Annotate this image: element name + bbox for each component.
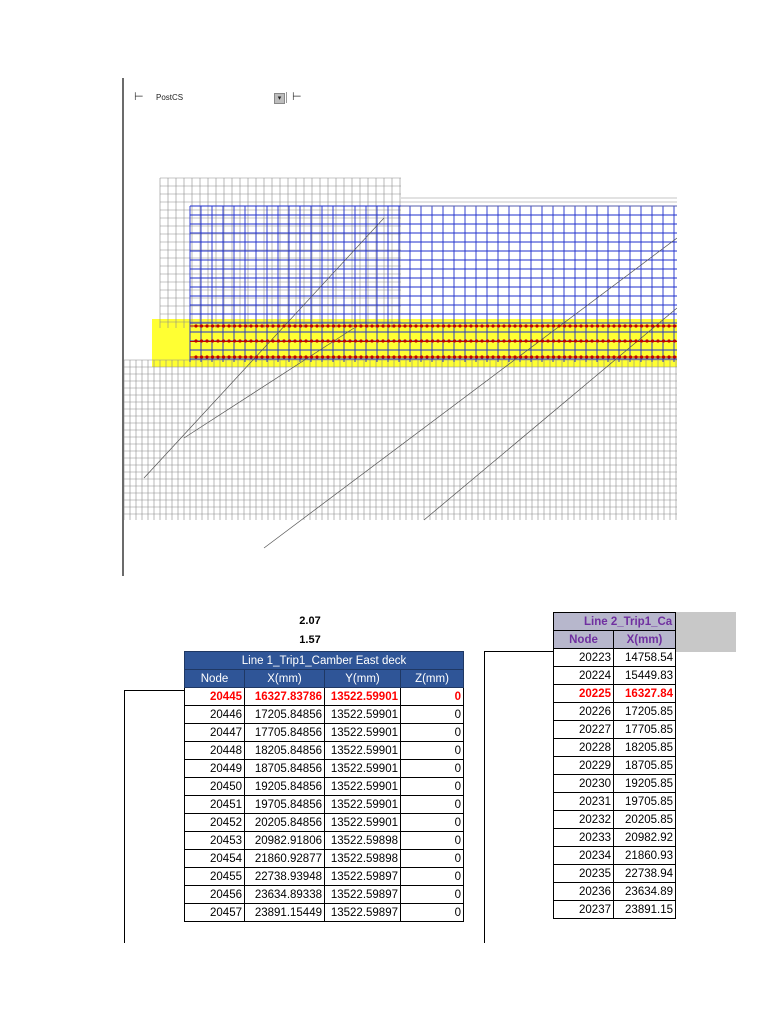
table-row (554, 829, 676, 847)
table-cell: 0 (401, 868, 464, 886)
table-cell: 20457 (185, 904, 245, 922)
mesh-grid-upper (160, 178, 400, 328)
viewer-toolbar (134, 90, 314, 106)
table-cell: 20205.85 (614, 811, 676, 829)
mesh-viewer[interactable] (122, 78, 677, 576)
column-header: Z(mm) (401, 670, 464, 688)
table-cell: 19705.85 (614, 793, 676, 811)
column-header: Y(mm) (325, 670, 401, 688)
table-cell: 13522.59901 (325, 814, 401, 832)
table-cell: 21860.92877 (245, 850, 325, 868)
table-cell: 23634.89 (614, 883, 676, 901)
table-row (185, 868, 464, 886)
table-row (554, 793, 676, 811)
table-row (185, 778, 464, 796)
table-cell: 16327.84 (614, 685, 676, 703)
table-cell: 18705.85 (614, 757, 676, 775)
table-cell: 17205.85 (614, 703, 676, 721)
table-cell: 20450 (185, 778, 245, 796)
table-cell: 20228 (554, 739, 614, 757)
table-cell: 20232 (554, 811, 614, 829)
table-cell: 20454 (185, 850, 245, 868)
table-cell: 20234 (554, 847, 614, 865)
table1-title: Line 1_Trip1_Camber East deck (185, 652, 464, 670)
mesh-grid-upper-h (160, 178, 401, 322)
table-cell: 17705.85 (614, 721, 676, 739)
table-row (185, 760, 464, 778)
table-cell: 0 (401, 832, 464, 850)
table-cell: 13522.59897 (325, 904, 401, 922)
toolbar-label: PostCS (156, 93, 184, 102)
table-row (185, 814, 464, 832)
column-header: X(mm) (614, 631, 676, 649)
table-cell: 23634.89338 (245, 886, 325, 904)
table-cell: 20233 (554, 829, 614, 847)
column-header: Node (185, 670, 245, 688)
table-cell: 0 (401, 796, 464, 814)
table-cell: 20449 (185, 760, 245, 778)
table-cell: 19705.84856 (245, 796, 325, 814)
table-cell: 17705.84856 (245, 724, 325, 742)
table-row (185, 742, 464, 760)
table-row (554, 775, 676, 793)
table-cell: 20453 (185, 832, 245, 850)
table-cell: 0 (401, 850, 464, 868)
table-cell: 18205.85 (614, 739, 676, 757)
table-cell: 13522.59901 (325, 724, 401, 742)
table-cell: 0 (401, 778, 464, 796)
table-cell: 20227 (554, 721, 614, 739)
table-cell: 18205.84856 (245, 742, 325, 760)
table-cell: 13522.59901 (325, 742, 401, 760)
table-cell: 22738.94 (614, 865, 676, 883)
table-cell: 20237 (554, 901, 614, 919)
table-cell: 21860.93 (614, 847, 676, 865)
table-row (554, 757, 676, 775)
table-row (554, 811, 676, 829)
table-cell: 20230 (554, 775, 614, 793)
table-cell: 13522.59901 (325, 688, 401, 706)
line2-table (553, 612, 676, 919)
dropdown-arrow-icon[interactable]: ▾ (274, 93, 285, 104)
table-row (554, 649, 676, 667)
table-cell: 14758.54 (614, 649, 676, 667)
table-row (185, 832, 464, 850)
table-row (554, 847, 676, 865)
table-row (185, 706, 464, 724)
table-row (554, 739, 676, 757)
table-cell: 16327.83786 (245, 688, 325, 706)
table-cell: 0 (401, 760, 464, 778)
table-cell: 20445 (185, 688, 245, 706)
connector-line-left (124, 690, 185, 943)
column-header: X(mm) (245, 670, 325, 688)
table-row (185, 724, 464, 742)
table-row (554, 667, 676, 685)
table-cell: 20456 (185, 886, 245, 904)
table-cell: 17205.84856 (245, 706, 325, 724)
table-cell: 20231 (554, 793, 614, 811)
table-cell: 20235 (554, 865, 614, 883)
table-cell: 20982.92 (614, 829, 676, 847)
table-cell: 20225 (554, 685, 614, 703)
line1-table (184, 651, 464, 922)
mesh-grid-lower (124, 360, 676, 520)
table-row (185, 688, 464, 706)
grey-header-fill (676, 612, 736, 652)
table-cell: 0 (401, 724, 464, 742)
table-cell: 20447 (185, 724, 245, 742)
table-cell: 19205.84856 (245, 778, 325, 796)
table-row (554, 685, 676, 703)
table-row (185, 886, 464, 904)
summary-value-bottom: 1.57 (299, 634, 321, 646)
table-cell: 13522.59898 (325, 850, 401, 868)
table-cell: 20236 (554, 883, 614, 901)
table-cell: 20229 (554, 757, 614, 775)
table-row (554, 883, 676, 901)
table-row (185, 904, 464, 922)
table-cell: 20982.91806 (245, 832, 325, 850)
mesh-grid-lower-h (124, 360, 677, 514)
table2-title: Line 2_Trip1_Ca (554, 613, 676, 631)
table-cell: 0 (401, 688, 464, 706)
connector-line-right (484, 651, 553, 943)
table-cell: 13522.59901 (325, 778, 401, 796)
table-row (554, 865, 676, 883)
table-cell: 0 (401, 742, 464, 760)
mesh-step (401, 198, 677, 206)
summary-value-top: 2.07 (299, 615, 321, 627)
table-cell: 20451 (185, 796, 245, 814)
table-cell: 20224 (554, 667, 614, 685)
table-cell: 22738.93948 (245, 868, 325, 886)
mesh-canvas[interactable] (124, 78, 677, 576)
table-cell: 13522.59901 (325, 796, 401, 814)
table-cell: 13522.59897 (325, 886, 401, 904)
table-cell: 20446 (185, 706, 245, 724)
tree-icon[interactable]: ⊢ (134, 90, 144, 103)
table-cell: 20455 (185, 868, 245, 886)
table-cell: 20448 (185, 742, 245, 760)
table-cell: 18705.84856 (245, 760, 325, 778)
table-row (185, 850, 464, 868)
table-cell: 13522.59898 (325, 832, 401, 850)
table-cell: 15449.83 (614, 667, 676, 685)
table-cell: 13522.59901 (325, 706, 401, 724)
table-cell: 0 (401, 814, 464, 832)
table-cell: 13522.59901 (325, 760, 401, 778)
tree-new-icon[interactable]: ⊢ (292, 90, 302, 103)
table-cell: 20223 (554, 649, 614, 667)
table-cell: 0 (401, 706, 464, 724)
column-header: Node (554, 631, 614, 649)
table-cell: 0 (401, 886, 464, 904)
table-cell: 20226 (554, 703, 614, 721)
table-row (554, 703, 676, 721)
table-row (554, 721, 676, 739)
table-cell: 23891.15 (614, 901, 676, 919)
table-cell: 19205.85 (614, 775, 676, 793)
table-cell: 20452 (185, 814, 245, 832)
table-cell: 23891.15449 (245, 904, 325, 922)
table-row (185, 796, 464, 814)
table-cell: 20205.84856 (245, 814, 325, 832)
table-cell: 13522.59897 (325, 868, 401, 886)
toolbar-divider (286, 92, 287, 103)
table-cell: 0 (401, 904, 464, 922)
table-row (554, 901, 676, 919)
